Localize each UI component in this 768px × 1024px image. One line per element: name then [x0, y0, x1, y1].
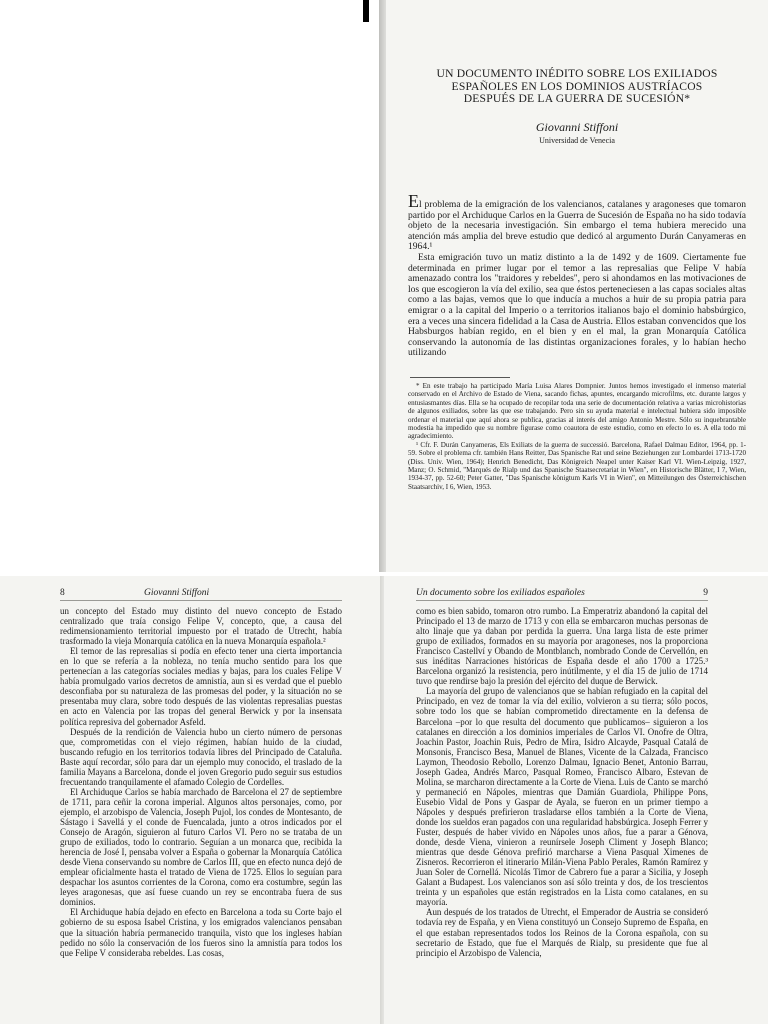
header-rule	[60, 600, 342, 601]
article-body	[408, 191, 746, 359]
page-8	[0, 576, 384, 1024]
footnote: * En este trabajo ha participado María Luisa Alares Dompnier. Juntos hemos investigado el inmenso material conservado en el Archivo de Estado de Viena, sacando fichas, apuntes, encargando microfilms, etc. durante largos y entusiasmantes días. Ella se ha ocupado de recopilar toda una serie de documentación relativa a varias microhistorias de algunos exiliados, sobre las que ese trabajando. Pero sin su ayuda material e intelectual hubiera sido imposible ordenar el material que aquí ahora se publica, gracias al interés del amigo Antonio Mestre. Sólo su inquebrantable modestia ha impedido que su nombre figurase como coautora de este estudio, como en efecto lo es. A ella todo mi agradecimiento.	[408, 382, 746, 441]
page-body	[60, 606, 342, 958]
lower-spread	[0, 576, 768, 1024]
paragraph	[408, 191, 746, 253]
title-line: DESPUÉS DE LA GUERRA DE SUCESIÓN*	[463, 92, 691, 105]
scan-mark	[363, 0, 369, 22]
footnote-rule	[410, 377, 510, 378]
paragraph: La mayoría del grupo de valencianos que se habían refugiado en la capital del Principado, en vez de tomar la vía del exilio, volvieron a su tierra; sólo pocos, sobre todo los que se habían comprometido directamente en la defensa de Barcelona –por lo que resulta del documento que publicamos– siguieron a los catalanes en dirección a los dominios imperiales de Carlos VI. Onofre de Oltra, Joachin Pastor, Joachin Ruis, Pedro de Mira, Isidro Alcayde, Pasqual Catalá de Monsonis, Francisco Besa, Manuel de Blanes, Vicente de la Calzada, Francisco Laymon, Theodosio Rebollo, Lorenzo Dalmau, Ignacio Benet, Antonio Barrau, Joseph Gadea, Andrés Marco, Pasqual Romeo, Francisco Albaro, Estevan de Molina, se marcharon directamente a la Corte de Viena. Luis de Canto se marchó y permaneció en Nápoles, mientras que Damián Guardiola, Philippe Pons, Eusebio Vidal de Pons y Gaspar de Ayala, se fueron en un primer tiempo a Nápoles y después prefirieron trasladarse ellos también a la Corte de Viena, donde los sueldos eran pagados con una regularidad habsbúrgica. Joseph Ferrer y Fuster, después de haber vivido en Nápoles unos años, fue a parar a Génova, donde, desde Viena, vinieron a reunírsele Joseph Climent y Joseph Blanco; mientras que desde Génova prefirió marcharse a Viena Pasqual Ximenes de Zisneros. Recorrieron el itinerario Milán-Viena Pablo Perales, Ramón Ramírez y Juan Soler de Cornellá. Nicolás Timor de Cabrero fue a parar a Sicilia, y Joseph Galant a Budapest. Los valencianos son así sólo treinta y dos, de los trescientos treinta y un españoles que están registrados en la Lista como catalanes, en su mayoría.	[416, 686, 708, 908]
paragraph: Aun después de los tratados de Utrecht, el Emperador de Austria se consideró todavía rey de España, y en Viena constituyó un Consejo Supremo de España, en el que estaban representados todos los Reinos de la Corona española, con su secretario de Estado, que fue el Marqués de Rialp, su presidente que fue al principio el Arzobispo de Valencia,	[416, 907, 708, 958]
article-title	[404, 68, 750, 106]
title-line: ESPAÑOLES EN LOS DOMINIOS AUSTRÍACOS	[451, 79, 703, 93]
paragraph: Después de la rendición de Valencia hubo un cierto número de personas que, comprometidas con el viejo régimen, habían huido de la ciudad, buscando refugio en los territorios todavía libres del Principado de Cataluña. Baste aquí recordar, sólo para dar un ejemplo muy conocido, el traslado de la familia Mayans a Barcelona, donde el joven Gregorio pudo seguir sus estudios frecuentando tranquilamente el afamado Colegio de Cordelles.	[60, 726, 342, 787]
page-9	[384, 576, 768, 1024]
article-first-page	[386, 0, 768, 576]
running-head: Giovanni Stiffoni	[144, 588, 210, 598]
page-number: 9	[703, 588, 708, 598]
running-head: Un documento sobre los exiliados españoles	[416, 588, 585, 598]
header-rule	[416, 600, 708, 601]
page-number: 8	[60, 588, 65, 598]
paragraph: El Archiduque Carlos se había marchado de Barcelona el 27 de septiembre de 1711, para ceñir la corona imperial. Algunos altos personajes, como, por ejemplo, el arzobispo de Valencia, Joseph Pujol, los condes de Montesanto, de Sástago i Savellá y el conde de Fuencalada, junto a otros indicados por el Consejo de Aragón, siguieron al futuro Carlos VI. Pero no se trataba de un grupo de exiliados, todo lo contrario. Seguían a un monarca que, recibida la herencia de José I, pensaba volver a España o gobernar la Monarquía Católica desde Viena conservando su nombre de Carlos III, que en efecto nunca dejó de emplear oficialmente hasta el tratado de Viena de 1725. Ellos lo seguían para despachar los asuntos corrientes de la Corona, como era costumbre, según las leyes aragonesas, que así fuese cuando un rey se encontraba fuera de sus dominios.	[60, 786, 342, 908]
drop-cap: E	[408, 191, 419, 211]
paragraph: un concepto del Estado muy distinto del nuevo concepto de Estado centralizado que traía consigo Felipe V, concepto, que, a causa del redimensionamiento territorial impuesto por el tratado de Utrecht, había trasformado la vieja Monarquía católica en la nueva Monarquía española.²	[60, 606, 342, 647]
author-name: Giovanni Stiffoni	[535, 120, 619, 134]
footnotes	[408, 382, 746, 491]
paragraph: El temor de las represalias si podía en efecto tener una cierta importancia en lo que se refería a la nobleza, no tenía mucho sentido para los que pertenecían a las categorías sociales medias y bajas, para los cuales Felipe V había promulgado varios decretos de amnistía, aun si es verdad que el pueblo desconfiaba por su naturaleza de las promesas del poder, y la situación no se presentaba muy clara, sobre todo después de las violentas represalias puestas en acto en Valencia por las tropas del general Berwick y por la insensata política represiva del gobernador Asfeld.	[60, 646, 342, 727]
paragraph-text: l problema de la emigración de los valencianos, catalanes y aragoneses que tomaron partido por el Archiduque Carlos en la Guerra de Sucesión de España no ha sido todavía objeto de la necesaria investigación. Sin embargo el tema hubiera merecido una atención más amplia del breve estudio que dedicó al argumento Durán Canyameras en 1964.¹	[408, 199, 746, 253]
paragraph: El Archiduque había dejado en efecto en Barcelona a toda su Corte bajo el gobierno de su esposa Isabel Cristina, y los emigrados valencianos pensaban que la situación habría permanecido tranquila, visto que los ingleses habían pedido no sólo la conservación de los fueros sino la amnistía para todos los que Felipe V consideraba rebeldes. Las cosas,	[60, 907, 342, 958]
page-body	[416, 606, 708, 958]
author-affiliation: Universidad de Venecia	[539, 136, 615, 145]
paragraph: Esta emigración tuvo un matiz distinto a la de 1492 y de 1609. Ciertamente fue determinada en primer lugar por el temor a las represalias que Felipe V había amenazado contra los "traidores y rebeldes", pero si ahondamos en las motivaciones de los que escogieron la vía del exilio, sea que éstos perteneciesen a las capas sociales altas como a las bajas, vemos que lo que inducía a muchos a huir de su propia patria para emigrar o a la capital del Imperio o a territorios italianos bajo el dominio habsbúrgico, era a veces una sincera fidelidad a la Casa de Austria. Ellos estaban convencidos que los Habsburgos habían regido, en el bien y en el mal, la gran Monarquía Católica conservando la autonomía de las distintas organizaciones forales, y lo habían hecho utilizando	[408, 251, 746, 359]
paragraph: como es bien sabido, tomaron otro rumbo. La Emperatriz abandonó la capital del Principado el 13 de marzo de 1713 y con ella se embarcaron muchas personas de alto linaje que ya daban por perdida la guerra. Una larga lista de este primer grupo de exiliados, formados en su mayoría por aragoneses, nos la proporciona Francisco Castellví y Obando de Montblanch, nombrado Conde de Cervellón, en sus inéditas Narraciones históricas de España desde el año 1700 a 1725.³ Barcelona organizó la resistencia, pero inútilmente, y el día 15 de julio de 1714 tuvo que rendirse bajo la presión del ejército del duque de Berwick.	[416, 606, 708, 687]
title-line: UN DOCUMENTO INÉDITO SOBRE LOS EXILIADOS	[436, 67, 718, 80]
footnote: ¹ Cfr. F. Durán Canyameras, Els Exiliats de la guerra de successió. Barcelona, Rafael Dalmau Editor, 1964, pp. 1-59. Sobre el problema cfr. también Hans Reitter, Das Spanische Rat und seine Beziehungen zur Lombardei 1713-1720 (Diss. Univ. Wien, 1964); Henrich Benedicht, Das Königreich Neapel unter Kaiser Karl VI. Wien-Leipzig, 1927, Manz; O. Schmid, "Marqués de Rialp und das Spanische Staatsecretariat in Wien", en Historische Blätter, I 7, Wien, 1934-37, pp. 52-60; Peter Gatter, "Das Spanische königtum Karls VI in Wien", en Mitteilungen des Österreichischen Staatsarchiv, I 6, Wien, 1953.	[408, 440, 746, 491]
